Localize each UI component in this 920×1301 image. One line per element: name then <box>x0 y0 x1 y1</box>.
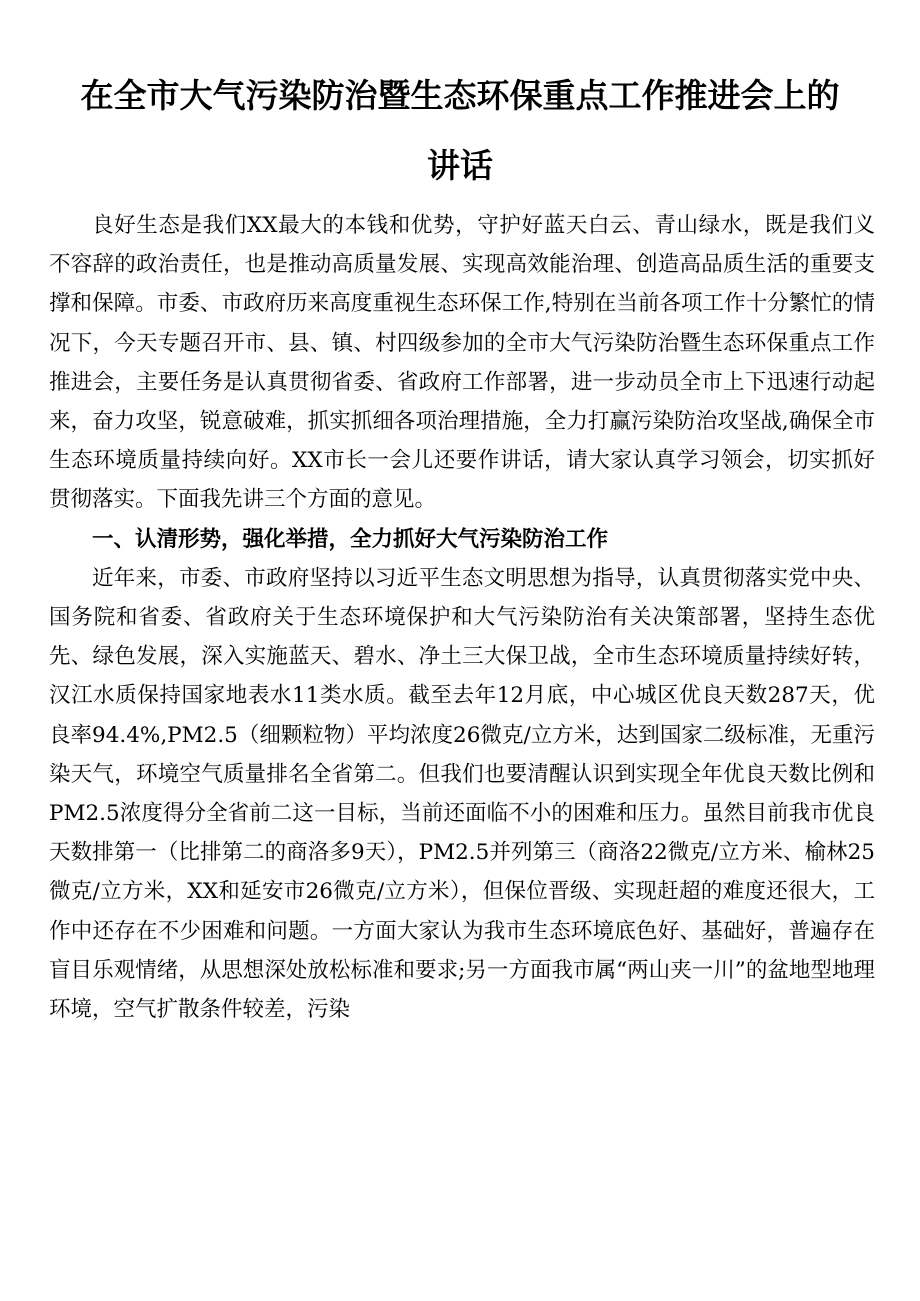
paragraph-intro: 良好生态是我们XX最大的本钱和优势，守护好蓝天白云、青山绿水，既是我们义不容辞的政治责任，也是推动高质量发展、实现高效能治理、创造高品质生活的重要支撑和保障。市委、市政府历来高度重视生态环保工作,特别在当前各项工作十分繁忙的情况下，今天专题召开市、县、镇、村四级参加的全市大气污染防治暨生态环保重点工作推进会，主要任务是认真贯彻省委、省政府工作部署，进一步动员全市上下迅速行动起来，奋力攻坚，锐意破难，抓实抓细各项治理措施，全力打赢污染防治攻坚战,确保全市生态环境质量持续向好。XX市长一会儿还要作讲话，请大家认真学习领会，切实抓好贯彻落实。下面我先讲三个方面的意见。 <box>49 213 875 513</box>
document-title-line-1: 在全市大气污染防治暨生态环保重点工作推进会上的 <box>80 76 840 115</box>
section-heading-1: 一、认清形势，强化举措，全力抓好大气污染防治工作 <box>92 526 609 552</box>
paragraph-section-1: 近年来，市委、市政府坚持以习近平生态文明思想为指导，认真贯彻落实党中央、国务院和省委、省政府关于生态环境保护和大气污染防治有关决策部署，坚持生态优先、绿色发展，深入实施蓝天、碧水、净土三大保卫战，全市生态环境质量持续好转，汉江水质保持国家地表水11类水质。截至去年12月底，中心城区优良天数287天，优良率94.4%,PM2.5（细颗粒物）平均浓度26微克/立方米，达到国家二级标准，无重污染天气，环境空气质量排名全省第二。但我们也要清醒认识到实现全年优良天数比例和PM2.5浓度得分全省前二这一目标，当前还面临不小的困难和压力。虽然目前我市优良天数排第一（比排第二的商洛多9天），PM2.5并列第三（商洛22微克/立方米、榆林25微克/立方米，XX和延安市26微克/立方米），但保位晋级、实现赶超的难度还很大，工作中还存在不少困难和问题。一方面大家认为我市生态环境底色好、基础好，普遍存在盲目乐观情绪，从思想深处放松标准和要求;另一方面我市属“两山夹一川”的盆地型地理环境，空气扩散条件较差，污染 <box>49 565 875 1023</box>
document-title-line-2: 讲话 <box>427 146 493 185</box>
document-body <box>49 206 875 1029</box>
